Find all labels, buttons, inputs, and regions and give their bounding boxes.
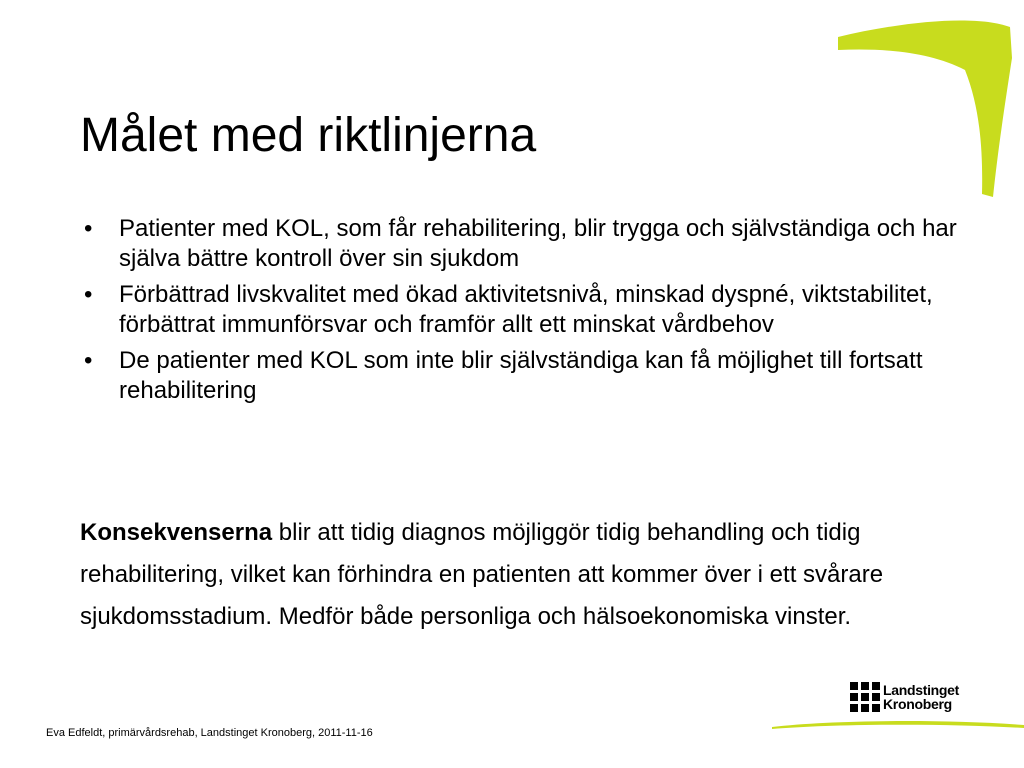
bullet-marker: • [84, 347, 93, 374]
logo-wordmark [883, 683, 959, 711]
footer-accent-line [772, 717, 1024, 733]
bullet-text: Förbättrad livskvalitet med ökad aktivitetsnivå, minskad dyspné, viktstabilitet, förbättrat immunförsvar och framför allt ett minskat vårdbehov [119, 281, 933, 338]
paragraph-lead: Konsekvenserna [80, 519, 273, 546]
logo-line-2: Kronoberg [883, 696, 952, 712]
logo-grid-icon [850, 682, 880, 712]
bullet-marker: • [84, 281, 93, 308]
bullet-text: Patienter med KOL, som får rehabilitering, blir trygga och självständiga och har själva bättre kontroll över sin sjukdom [119, 215, 957, 272]
footer-credit: Eva Edfeldt, primärvårdsrehab, Landstinget Kronoberg, 2011-11-16 [46, 727, 373, 739]
bullet-item [80, 346, 960, 406]
slide-title: Målet med riktlinjerna [80, 109, 537, 162]
bullet-item [80, 214, 960, 274]
landstinget-kronoberg-logo [850, 682, 959, 712]
bullet-marker: • [84, 215, 93, 242]
bullet-text: De patienter med KOL som inte blir självständiga kan få möjlighet till fortsatt rehabilitering [119, 347, 923, 404]
bullet-item [80, 280, 960, 340]
logo-line-1: Landstinget [883, 682, 960, 698]
bullet-list [80, 214, 960, 412]
paragraph-body: blir att tidig diagnos möjliggör tidig behandling och tidig rehabilitering, vilket kan förhindra en patienten att kommer över i ett svårare sjukdomsstadium. Medför både personliga och hälsoekonomiska vinster. [80, 519, 884, 630]
conclusion-paragraph [80, 512, 980, 638]
